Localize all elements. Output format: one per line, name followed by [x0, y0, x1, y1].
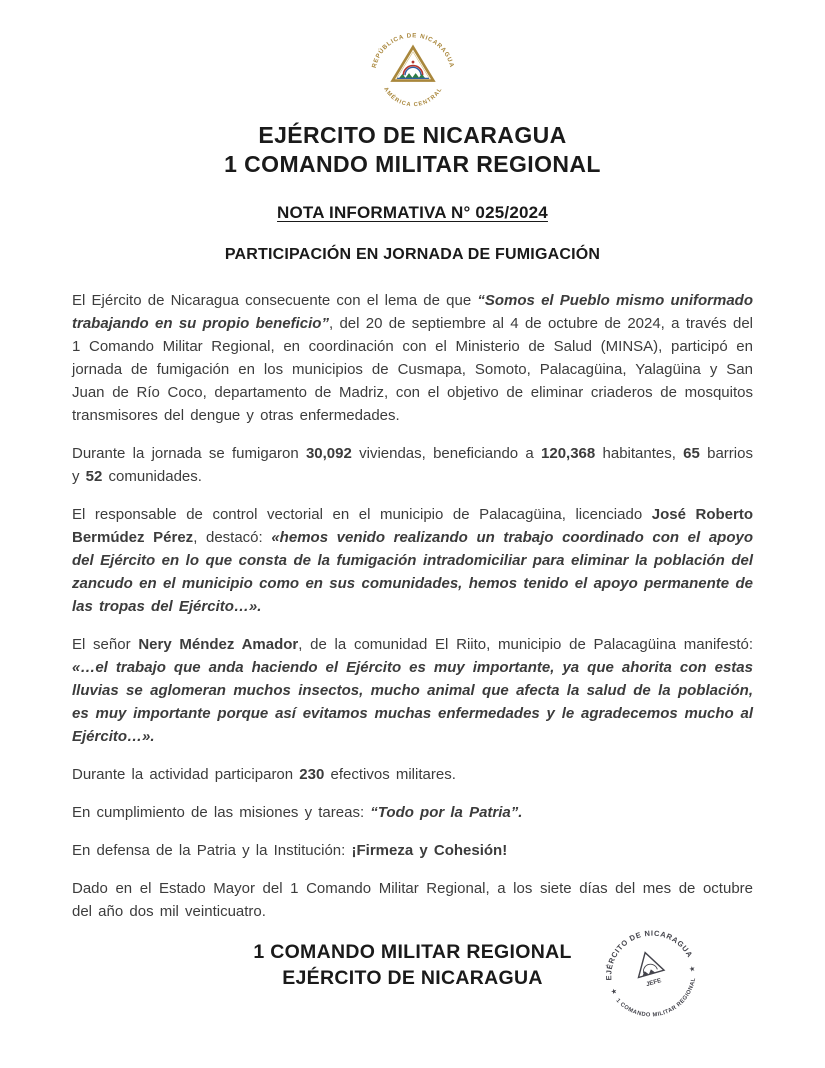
- seal-triangle-icon: [632, 949, 664, 978]
- text-segment: 120,368: [541, 445, 596, 462]
- emblem-top-text: REPÚBLICA DE NICARAGUA: [370, 32, 455, 69]
- liberty-cap-icon: [411, 61, 414, 64]
- text-segment: José Roberto Bermúdez Pérez: [72, 506, 754, 546]
- org-subtitle: 1 COMANDO MILITAR REGIONAL: [224, 151, 601, 177]
- paragraph: [72, 289, 753, 427]
- note-subject: PARTICIPACIÓN EN JORNADA DE FUMIGACIÓN: [224, 246, 601, 263]
- signature-line1: 1 COMANDO MILITAR REGIONAL: [253, 941, 572, 963]
- paragraph: [72, 763, 753, 786]
- text-segment: Dado en el Estado Mayor del 1 Comando Militar Regional, a los siete días del mes de octubre del año dos mil veinticuatro.: [72, 880, 753, 920]
- text-segment: Nery Méndez Amador: [138, 636, 299, 653]
- paragraph: [72, 442, 753, 488]
- text-segment: 30,092: [305, 445, 352, 462]
- text-segment: En cumplimiento de las misiones y tareas:: [72, 804, 371, 821]
- text-segment: habitantes,: [595, 445, 684, 462]
- text-segment: comunidades.: [102, 468, 202, 485]
- document-header: [72, 24, 753, 264]
- text-segment: El responsable de control vectorial en el municipio de Palacagüina, licenciado: [72, 506, 652, 523]
- signature-block: [72, 928, 753, 1019]
- seal-top-text: EJÉRCITO DE NICARAGUA: [604, 928, 695, 981]
- star-separator-icon: ★: [609, 985, 619, 997]
- emblem-bottom-text: AMÉRICA CENTRAL: [381, 86, 444, 109]
- text-segment: , destacó:: [193, 529, 272, 546]
- text-segment: «hemos venido realizando un trabajo coordinado con el apoyo del Ejército en lo que consta de la fumigación intradomiciliar para eliminar la población del zancudo en el municipio como en sus comunidades, hemos tenido el apoyo permanente de las tropas del Ejército…».: [72, 529, 753, 615]
- text-segment: “Todo por la Patria”.: [370, 804, 523, 821]
- note-title-wrap: [72, 203, 753, 223]
- text-segment: 65: [683, 445, 700, 462]
- text-segment: ¡Firmeza y Cohesión!: [351, 842, 508, 859]
- paragraph: [72, 801, 753, 824]
- note-number-title: NOTA INFORMATIVA N° 025/2024: [277, 203, 548, 222]
- seal-bottom-text: 1 COMANDO MILITAR REGIONAL: [614, 977, 698, 1019]
- text-segment: En defensa de la Patria y la Institución:: [72, 842, 352, 859]
- text-segment: Durante la jornada se fumigaron: [72, 445, 306, 462]
- text-segment: viviendas, beneficiando a: [351, 445, 542, 462]
- text-segment: 52: [85, 468, 103, 485]
- org-title: EJÉRCITO DE NICARAGUA: [258, 122, 567, 148]
- text-segment: El señor: [72, 636, 139, 653]
- seal-center-text: JEFE: [645, 977, 663, 989]
- text-segment: , de la comunidad El Riito, municipio de Palacagüina manifestó:: [298, 636, 753, 653]
- svg-text:AMÉRICA CENTRAL: [382, 86, 444, 108]
- paragraph: [72, 503, 753, 618]
- text-segment: Durante la actividad participaron: [72, 766, 300, 783]
- text-segment: , del 20 de septiembre al 4 de octubre de 2024, a través del 1 Comando Militar Regional, en coordinación con el Ministerio de Salud (MINSA), participó en jornada de fumigación en los municipios de Cusmapa, Somoto, Palacagüina, Yalagüina y San Juan de Río Coco, departamento de Madriz, con el objetivo de eliminar criaderos de mosquitos transmisores del dengue y otras enfermedades.: [72, 315, 754, 424]
- paragraph: [72, 633, 753, 748]
- text-segment: «…el trabajo que anda haciendo el Ejército es muy importante, ya que ahorita con estas lluvias se aglomeran muchos insectos, mucho animal que afecta la salud de la población, es muy importante porque así evitamos muchas enfermedades y le agradecemos mucho al Ejército…».: [72, 659, 753, 745]
- signature-line2: EJÉRCITO DE NICARAGUA: [282, 967, 543, 989]
- star-separator-icon: ★: [687, 963, 697, 974]
- coat-of-arms-icon: [360, 24, 466, 116]
- text-segment: barrios y: [72, 445, 753, 485]
- seal-rainbow-icon: [642, 963, 658, 974]
- text-segment: efectivos militares.: [324, 766, 456, 783]
- text-segment: 230: [299, 766, 325, 783]
- text-segment: “Somos el Pueblo mismo uniformado trabajando en su propio beneficio”: [72, 292, 753, 332]
- document-body: [72, 289, 753, 923]
- paragraph: [72, 839, 753, 862]
- text-segment: El Ejército de Nicaragua consecuente con el lema de que: [72, 292, 478, 309]
